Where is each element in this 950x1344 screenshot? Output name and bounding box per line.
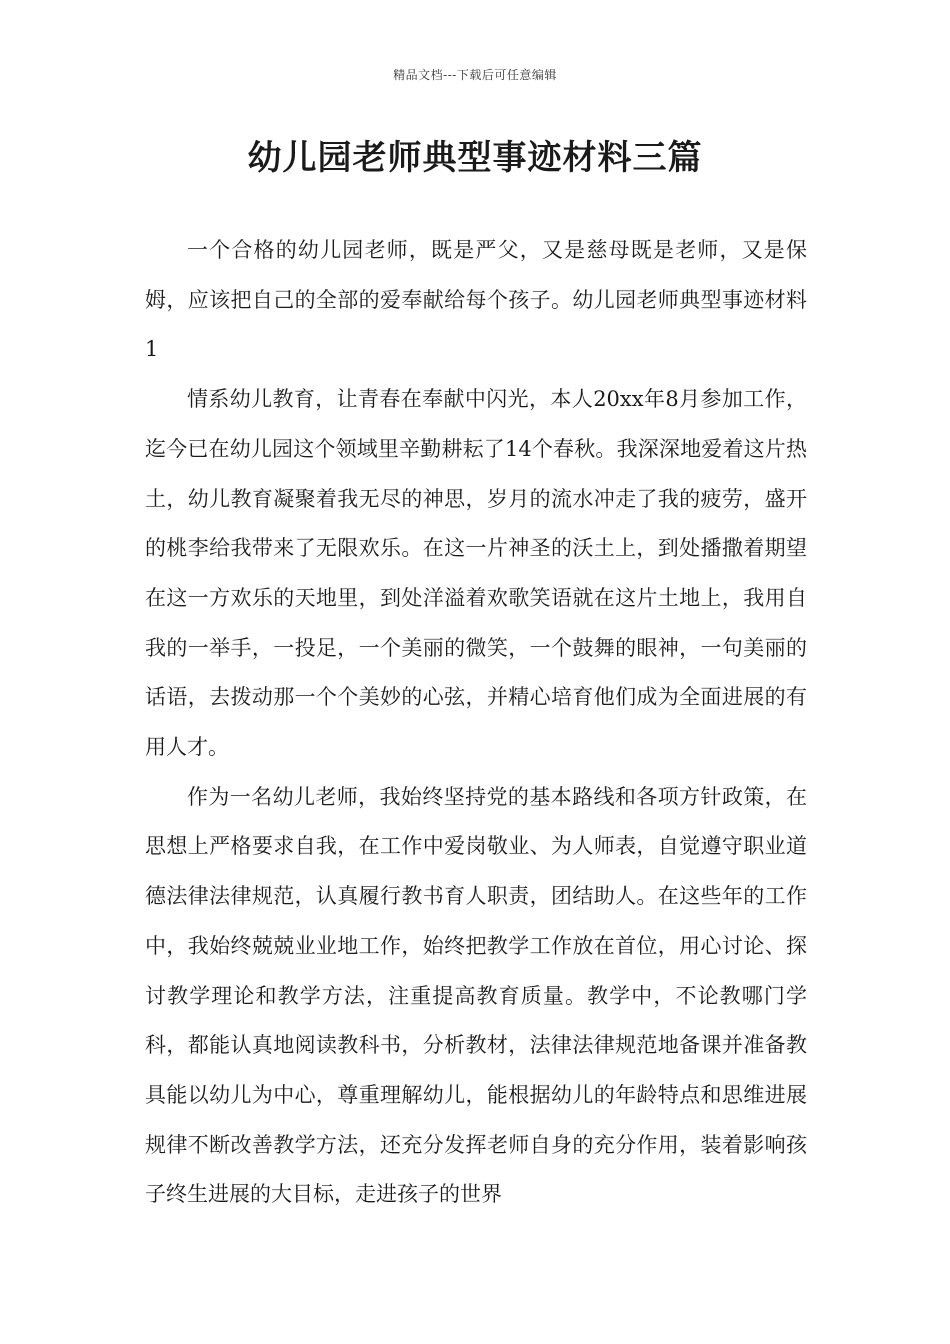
document-header-note: 精品文档---下载后可任意编辑 — [393, 68, 557, 82]
paragraph-intro: 一个合格的幼儿园老师，既是严父，又是慈母既是老师，又是保姆，应该把自己的全部的爱奉献给每个孩子。幼儿园老师典型事迹材料1 — [145, 238, 807, 362]
document-body — [145, 226, 807, 1220]
paragraph-career: 情系幼儿教育，让青春在奉献中闪光，本人20xx年8月参加工作，迄今已在幼儿园这个领域里辛勤耕耘了14个春秋。我深深地爱着这片热土，幼儿教育凝聚着我无尽的神思，岁月的流水冲走了我的疲劳，盛开的桃李给我带来了无限欢乐。在这一片神圣的沃土上，到处播撒着期望在这一方欢乐的天地里，到处洋溢着欢歌笑语就在这片土地上，我用自我的一举手，一投足，一个美丽的微笑，一个鼓舞的眼神，一句美丽的话语，去拨动那一个个美妙的心弦，并精心培育他们成为全面进展的有用人才。 — [145, 387, 807, 760]
paragraph-teaching: 作为一名幼儿老师，我始终坚持党的基本路线和各项方针政策，在思想上严格要求自我，在工作中爱岗敬业、为人师表，自觉遵守职业道德法律法律规范，认真履行教书育人职责，团结助人。在这些年的工作中，我始终兢兢业业地工作，始终把教学工作放在首位，用心讨论、探讨教学理论和教学方法，注重提高教育质量。教学中，不论教哪门学科，都能认真地阅读教科书，分析教材，法律法律规范地备课并准备教具能以幼儿为中心，尊重理解幼儿，能根据幼儿的年龄特点和思维进展规律不断改善教学方法，还充分发挥老师自身的充分作用，装着影响孩子终生进展的大目标，走进孩子的世界 — [145, 784, 807, 1207]
document-title: 幼儿园老师典型事迹材料三篇 — [247, 138, 703, 178]
